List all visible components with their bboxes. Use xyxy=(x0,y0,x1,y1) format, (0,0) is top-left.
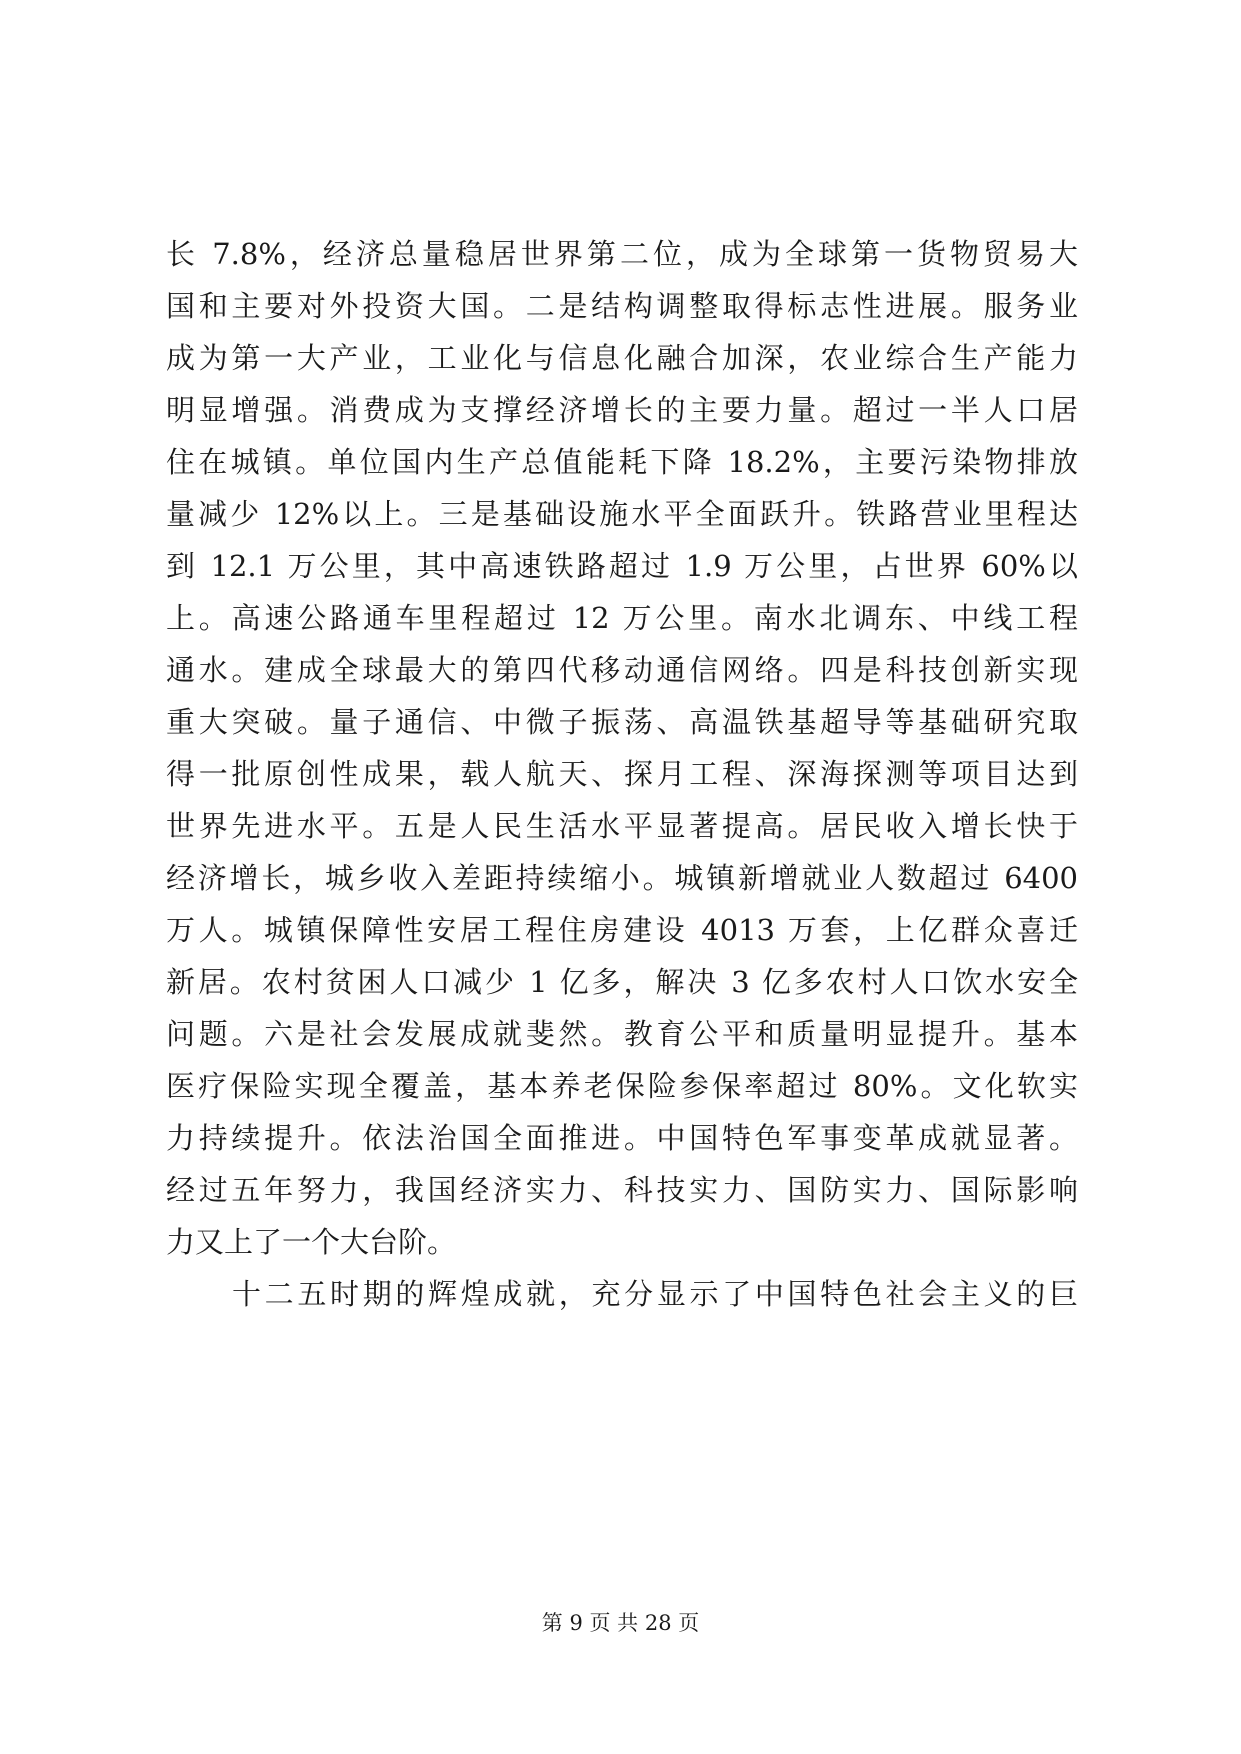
text-line: 国和主要对外投资大国。二是结构调整取得标志性进展。服务业 xyxy=(166,289,1078,323)
text-line: 问题。六是社会发展成就斐然。教育公平和质量明显提升。基本 xyxy=(166,1017,1078,1051)
text-line: 住在城镇。单位国内生产总值能耗下降 18.2%，主要污染物排放 xyxy=(166,445,1078,479)
document-body xyxy=(166,228,1078,1320)
text-line: 明显增强。消费成为支撑经济增长的主要力量。超过一半人口居 xyxy=(166,393,1078,427)
text-line: 成为第一大产业，工业化与信息化融合加深，农业综合生产能力 xyxy=(166,341,1078,375)
text-line: 十二五时期的辉煌成就，充分显示了中国特色社会主义的巨 xyxy=(232,1277,1078,1311)
text-line: 量减少 12%以上。三是基础设施水平全面跃升。铁路营业里程达 xyxy=(166,497,1078,531)
text-line: 万人。城镇保障性安居工程住房建设 4013 万套，上亿群众喜迁 xyxy=(166,913,1078,947)
text-line: 新居。农村贫困人口减少 1 亿多，解决 3 亿多农村人口饮水安全 xyxy=(166,965,1078,999)
paragraph xyxy=(166,228,1078,1268)
text-line: 长 7.8%，经济总量稳居世界第二位，成为全球第一货物贸易大 xyxy=(166,237,1078,271)
text-line: 医疗保险实现全覆盖，基本养老保险参保率超过 80%。文化软实 xyxy=(166,1069,1078,1103)
text-line: 经济增长，城乡收入差距持续缩小。城镇新增就业人数超过 6400 xyxy=(166,861,1078,895)
text-line: 世界先进水平。五是人民生活水平显著提高。居民收入增长快于 xyxy=(166,809,1078,843)
page-number-footer: 第 9 页 共 28 页 xyxy=(541,1611,700,1635)
paragraph xyxy=(166,1268,1078,1320)
text-line: 力持续提升。依法治国全面推进。中国特色军事变革成就显著。 xyxy=(166,1121,1078,1155)
text-line: 力又上了一个大台阶。 xyxy=(166,1225,457,1259)
text-line: 到 12.1 万公里，其中高速铁路超过 1.9 万公里，占世界 60%以 xyxy=(166,549,1078,583)
text-line: 得一批原创性成果，载人航天、探月工程、深海探测等项目达到 xyxy=(166,757,1078,791)
text-line: 重大突破。量子通信、中微子振荡、高温铁基超导等基础研究取 xyxy=(166,705,1078,739)
text-line: 经过五年努力，我国经济实力、科技实力、国防实力、国际影响 xyxy=(166,1173,1078,1207)
text-line: 上。高速公路通车里程超过 12 万公里。南水北调东、中线工程 xyxy=(166,601,1078,635)
text-line: 通水。建成全球最大的第四代移动通信网络。四是科技创新实现 xyxy=(166,653,1078,687)
